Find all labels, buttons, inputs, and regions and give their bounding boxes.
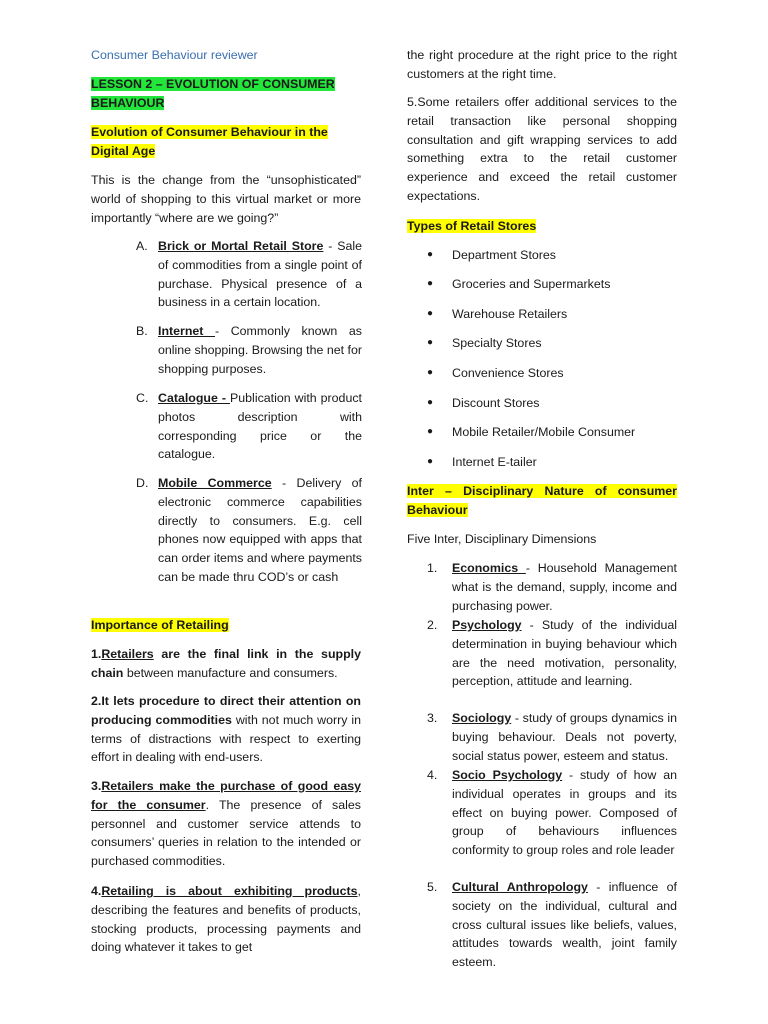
retail-types-heading <box>407 217 677 236</box>
point-text: , describing the features and benefits of products, stocking products, processing payments and doing whatever it takes to get <box>91 884 361 955</box>
store-type-term: Brick or Mortal Retail Store <box>158 239 324 253</box>
store-type-term: Catalogue - <box>158 391 231 405</box>
point-text: . The presence of sales personnel and customer service attends to consumers’ queries in relation to the intended or purchased commodities. <box>91 797 361 869</box>
dimension-text <box>452 709 677 765</box>
list-marker: D. <box>136 476 149 490</box>
list-marker: 1. <box>427 561 438 575</box>
point-emphasis: 2.It lets procedure to direct their attention on producing commodities <box>91 694 361 727</box>
lesson-heading-text: LESSON 2 – EVOLUTION OF CONSUMER BEHAVIOUR <box>91 77 335 110</box>
lesson-heading <box>91 75 361 113</box>
dimension-desc: - Study of the individual determination in buying behaviour which are the need motivation, personality, perception, attitude and learning. <box>452 618 677 689</box>
retail-types-heading-text: Types of Retail Stores <box>407 219 537 233</box>
list-marker: B. <box>136 324 148 338</box>
dimension-text <box>452 616 677 691</box>
point-text: with not much worry in terms of distractions with respect to exerting effort in dealing with end-users. <box>91 712 362 765</box>
dimension-desc: - Household Management what is the demand, supply, income and purchasing power. <box>452 561 678 613</box>
point-five-paragraph: 5.Some retailers offer additional services to the retail transaction like personal shopping consultation and gift wrapping services to add something extra to the retail customer experience and exceed the retail customer expectations. <box>407 95 677 203</box>
dimension-desc: - influence of society on the individual, cultural and cross cultural issues like beliefs, values, attitudes towards wealth, joint family esteem. <box>452 880 677 970</box>
retail-type-label: Internet E-tailer <box>452 455 537 469</box>
point-term: Retailers <box>101 647 154 661</box>
list-marker: 4. <box>427 768 438 782</box>
importance-point <box>91 777 361 871</box>
store-type-text <box>158 322 362 378</box>
document-title: Consumer Behaviour reviewer <box>91 48 258 62</box>
point-text: between manufacture and consumers. <box>123 665 338 680</box>
disciplinary-heading <box>407 482 677 520</box>
retail-type-label: Mobile Retailer/Mobile Consumer <box>452 425 636 439</box>
importance-heading <box>91 616 361 635</box>
digital-age-heading <box>91 123 361 161</box>
retail-type-label: Groceries and Supermarkets <box>452 277 611 291</box>
list-marker: 5. <box>427 880 438 894</box>
importance-point <box>91 882 361 957</box>
dimension-term: Economics <box>452 561 526 575</box>
bullet-icon: ● <box>427 249 434 260</box>
retail-type-label: Specialty Stores <box>452 336 542 350</box>
store-type-desc: - Commonly known as online shopping. Browsing the net for shopping purposes. <box>158 324 362 376</box>
dimension-desc: - study of how an individual operates in groups and its effect on buying power. Composed of group of behaviours influences conformity to group roles and role leader <box>452 768 677 858</box>
dimension-term: Sociology <box>452 711 512 725</box>
bullet-icon: ● <box>427 367 434 378</box>
store-type-desc: - Delivery of electronic commerce capabilities directly to consumers. E.g. cell phones now equipped with apps that can order items and where payments can be made thru COD’s or cash <box>158 476 362 584</box>
retail-type-label: Department Stores <box>452 248 556 262</box>
point-number: 4. <box>91 884 102 898</box>
dimension-text <box>452 878 677 972</box>
dimension-term: Socio Psychology <box>452 768 563 782</box>
retail-type-label: Discount Stores <box>452 396 540 410</box>
retail-type-label: Convenience Stores <box>452 366 564 380</box>
importance-point <box>91 645 361 683</box>
disciplinary-intro: Five Inter, Disciplinary Dimensions <box>407 532 597 546</box>
list-marker: C. <box>136 391 149 405</box>
point-term: Retailers make the purchase of good easy for the consumer <box>91 779 361 812</box>
bullet-icon: ● <box>427 456 434 467</box>
point-emphasis: are the final link in the supply chain <box>91 647 361 680</box>
dimension-desc: - study of groups dynamics in buying behaviour. Deals not poverty, social status power, esteem and status. <box>452 711 677 763</box>
importance-point <box>91 692 361 767</box>
dimension-text <box>452 559 677 615</box>
list-marker: 3. <box>427 711 438 725</box>
bullet-icon: ● <box>427 308 434 319</box>
digital-age-heading-text: Evolution of Consumer Behaviour in the Digital Age <box>91 125 328 158</box>
continuation-paragraph: the right procedure at the right price to the right customers at the right time. <box>407 48 677 81</box>
store-type-text <box>158 474 362 587</box>
store-type-desc: - Sale of commodities from a single point of purchase. Physical presence of a business in a certain location. <box>158 239 362 310</box>
point-number: 3. <box>91 779 102 793</box>
store-type-text <box>158 389 362 464</box>
bullet-icon: ● <box>427 278 434 289</box>
retail-type-label: Warehouse Retailers <box>452 307 568 321</box>
point-number: 1. <box>91 647 102 661</box>
dimension-term: Cultural Anthropology <box>452 880 588 894</box>
disciplinary-heading-text: Inter – Disciplinary Nature of consumer Behaviour <box>407 484 677 517</box>
bullet-icon: ● <box>427 426 434 437</box>
store-type-term: Internet <box>158 324 216 338</box>
store-type-term: Mobile Commerce <box>158 476 272 490</box>
list-marker: A. <box>136 239 148 253</box>
dimension-text <box>452 766 677 860</box>
list-marker: 2. <box>427 618 438 632</box>
point-term: Retailing is about exhibiting products <box>101 884 358 898</box>
dimension-term: Psychology <box>452 618 522 632</box>
store-type-text <box>158 237 362 312</box>
bullet-icon: ● <box>427 337 434 348</box>
intro-paragraph: This is the change from the “unsophisticated” world of shopping to this virtual market or more importantly “where are we going?” <box>91 173 361 225</box>
store-type-desc: Publication with product photos description with corresponding price or the catalogue. <box>158 391 362 462</box>
importance-heading-text: Importance of Retailing <box>91 618 229 632</box>
bullet-icon: ● <box>427 397 434 408</box>
